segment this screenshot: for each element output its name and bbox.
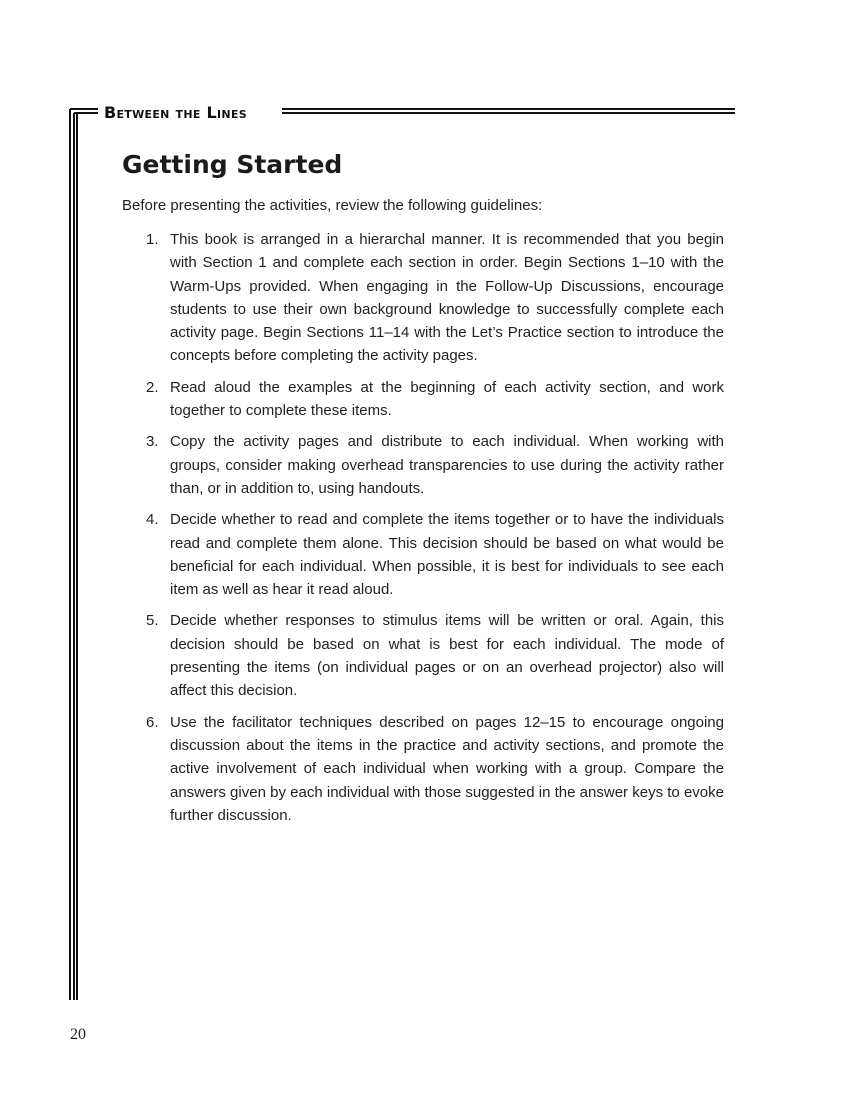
list-item-number: 3.	[146, 433, 159, 451]
main-content	[122, 150, 724, 835]
running-head: Between the Lines	[104, 103, 247, 122]
list-item	[122, 228, 724, 368]
list-item-number: 5.	[146, 612, 159, 630]
list-item-number: 6.	[146, 713, 159, 731]
list-item-number: 4.	[146, 511, 159, 529]
list-item	[122, 430, 724, 500]
list-item-text: Decide whether to read and complete the items together or to have the individuals read and complete them alone. This decision should be based on what would be beneficial for each individual. When possible, it is best for individuals to see each item as well as hear it read aloud.	[170, 511, 724, 599]
list-item-number: 2.	[146, 378, 159, 396]
page-title: Getting Started	[122, 150, 343, 179]
list-item-text: This book is arranged in a hierarchal manner. It is recommended that you begin with Section 1 and complete each section in order. Begin Sections 1–10 with the Warm-Ups provided. When engaging in the Follow-Up Discussions, encourage students to use their own background knowledge to successfully complete each activity page. Begin Sections 11–14 with the Let’s Practice section to introduce the concepts before completing the activity pages.	[170, 231, 724, 365]
list-item-text: Use the facilitator techniques described on pages 12–15 to encourage ongoing discussion about the items in the practice and activity sections, and promote the active involvement of each individual when working with a group. Compare the answers given by each individual with those suggested in the answer keys to evoke further discussion.	[170, 713, 724, 824]
list-item	[122, 711, 724, 827]
list-item-text: Read aloud the examples at the beginning of each activity section, and work together to complete these items.	[170, 378, 724, 420]
list-item	[122, 376, 724, 423]
list-item	[122, 609, 724, 702]
intro-text: Before presenting the activities, review the following guidelines:	[122, 197, 543, 214]
list-item-text: Copy the activity pages and distribute to each individual. When working with groups, consider making overhead transparencies to use during the activity rather than, or in addition to, using handouts.	[170, 433, 724, 497]
list-item-text: Decide whether responses to stimulus items will be written or oral. Again, this decision should be based on what is best for each individual. The mode of presenting the items (on individual pages or on an overhead projector) also will affect this decision.	[170, 612, 724, 700]
page-number: 20	[70, 1026, 86, 1043]
list-item-number: 1.	[146, 231, 159, 248]
list-item	[122, 508, 724, 601]
guidelines-list	[122, 228, 724, 827]
